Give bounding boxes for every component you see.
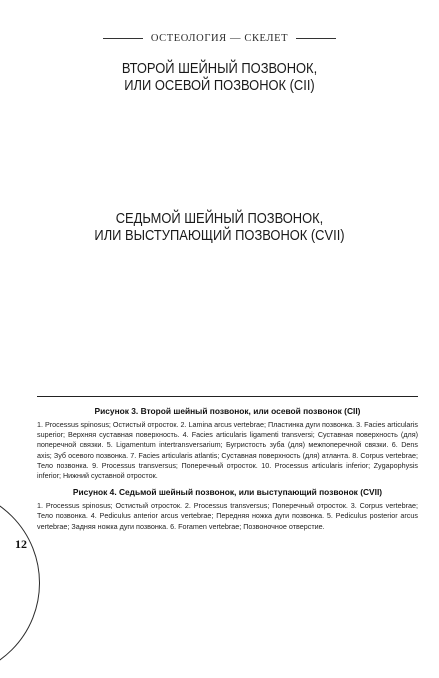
- running-header-title: ОСТЕОЛОГИЯ — СКЕЛЕТ: [150, 33, 289, 44]
- section-title-line: СЕДЬМОЙ ШЕЙНЫЙ ПОЗВОНОК,: [115, 210, 324, 227]
- section-title-line: ИЛИ ОСЕВОЙ ПОЗВОНОК (CII): [124, 77, 315, 94]
- section-title-line: ИЛИ ВЫСТУПАЮЩИЙ ПОЗВОНОК (CVII): [94, 227, 345, 244]
- header-rule-left: [103, 38, 143, 39]
- section-title-axis: [65, 60, 374, 94]
- figure-4-legend: 1. Processus spinosus; Остистый отросток. 2. Processus transversus; Поперечный отросток. 3. Corpus vertebrae; Тело позвонка. 4. Pediculus anterior arcus vertebrae; Передняя ножка дуги позвонка. 5. Pediculus posterior arcus vertebrae; Задняя ножка дуги позвонка. 6. Foramen vertebrae; Позвоночное отверстие.: [37, 501, 418, 531]
- section-title-line: ВТОРОЙ ШЕЙНЫЙ ПОЗВОНОК,: [121, 60, 318, 77]
- header-rule-right: [296, 38, 336, 39]
- section-title-vertebra-prominens: [65, 210, 374, 244]
- page-corner-arc: [0, 488, 40, 678]
- page-number: 12: [15, 537, 27, 551]
- figure-4-title: Рисунок 4. Седьмой шейный позвонок, или выступающий позвонок (CVII): [72, 487, 383, 498]
- figure-captions: [37, 396, 418, 538]
- figure-3-title: Рисунок 3. Второй шейный позвонок, или осевой позвонок (CII): [94, 406, 361, 416]
- running-header: [103, 33, 336, 44]
- figure-3-legend: 1. Processus spinosus; Остистый отросток. 2. Lamina arcus vertebrae; Пластинка дуги позвонка. 3. Facies articularis superior; Верхняя суставная поверхность. 4. Facies articularis ligamenti transversi; Суставная поверхность (для) поперечной связки. 5. Ligamentum intertransversarium; Бугристость зуба (для) межпоперечной связки. 6. Dens axis; Зуб осевого позвонка. 7. Facies articularis atlantis; Суставная поверхность (для) атланта. 8. Corpus vertebrae; Тело позвонка. 9. Processus transversus; Поперечный отросток. 10. Processus articularis inferior; Zygapophysis inferior; Нижний суставной отросток.: [37, 420, 418, 481]
